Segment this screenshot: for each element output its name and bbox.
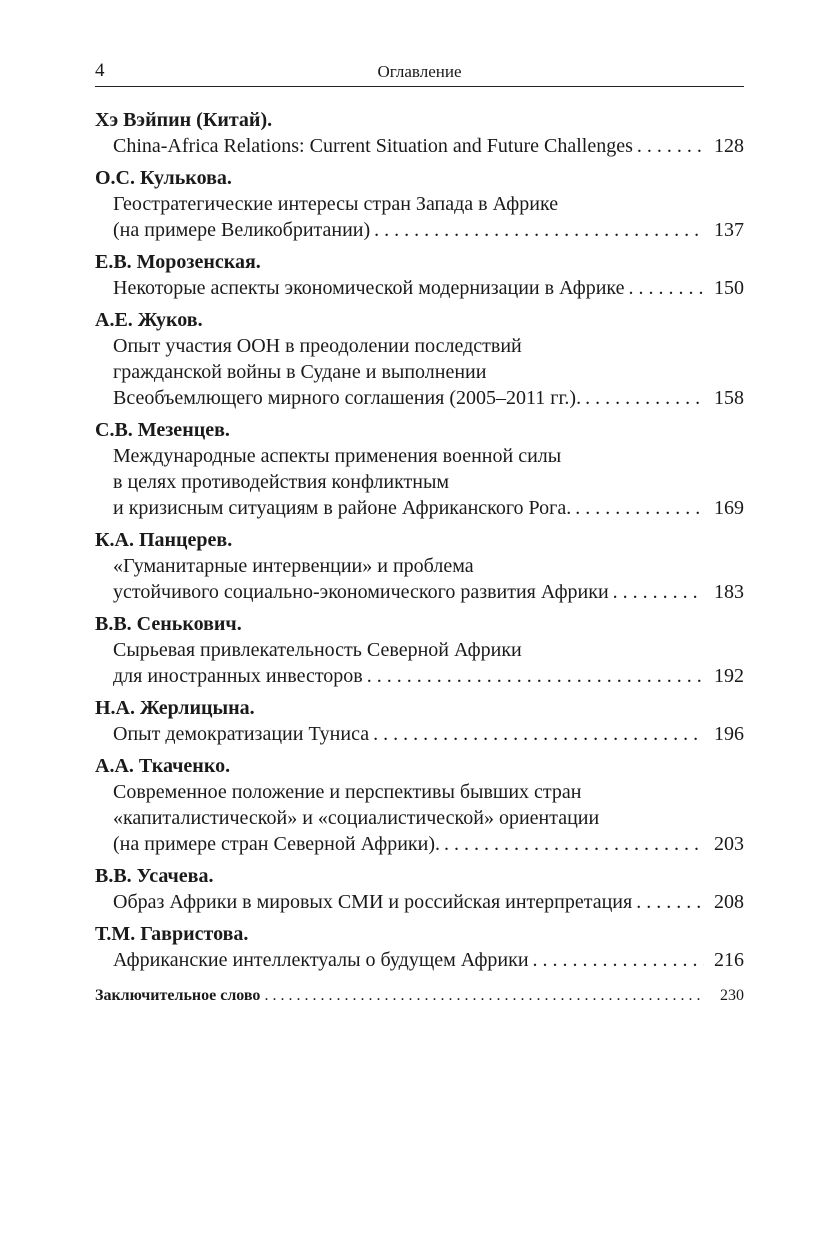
dot-leader [637, 133, 704, 159]
entry-last-line [95, 889, 744, 915]
page-number: 4 [95, 60, 105, 81]
entry-title: Некоторые аспекты экономической модернизации в Африке [113, 277, 625, 299]
entry-author: А.Е. Жуков. [95, 309, 203, 331]
entry-page-number: 230 [720, 987, 744, 1004]
entry-title: Всеобъемлющего мирного соглашения (2005–2011 гг.). [113, 387, 582, 409]
dot-leader [374, 217, 704, 243]
page [95, 58, 744, 1005]
entry-page-number: 208 [714, 891, 744, 913]
toc-entry[interactable] [95, 611, 744, 689]
entry-author: В.В. Сенькович. [95, 613, 242, 635]
entry-author: В.В. Усачева. [95, 865, 214, 887]
dot-leader [629, 275, 704, 301]
entry-title: Африканские интеллектуалы о будущем Африки [113, 949, 529, 971]
entry-title-line: Современное положение и перспективы бывших стран [113, 781, 582, 803]
entry-author: А.А. Ткаченко. [95, 755, 231, 777]
dot-leader [575, 495, 704, 521]
entry-page-number: 196 [714, 723, 744, 745]
entry-title: (на примере Великобритании) [113, 219, 371, 241]
entry-title-line: Сырьевая привлекательность Северной Африки [113, 639, 522, 661]
entry-title-line: Международные аспекты применения военной силы [113, 445, 562, 467]
dot-leader [613, 579, 704, 605]
entry-title: и кризисным ситуациям в районе Африканского Рога. [113, 497, 572, 519]
dot-leader [585, 385, 704, 411]
entry-last-line [95, 133, 744, 159]
entry-last-line [95, 831, 744, 857]
entry-title: Образ Африки в мировых СМИ и российская интерпретация [113, 891, 633, 913]
entry-page-number: 203 [714, 833, 744, 855]
toc-entry[interactable] [95, 165, 744, 243]
entry-last-line [95, 275, 744, 301]
entry-last-line [95, 217, 744, 243]
entry-page-number: 128 [714, 135, 744, 157]
entry-author: Хэ Вэйпин (Китай). [95, 109, 273, 131]
entry-title: для иностранных инвесторов [113, 665, 363, 687]
entry-author: Н.А. Жерлицына. [95, 697, 255, 719]
entry-title-line: гражданской войны в Судане и выполнении [113, 361, 487, 383]
page-header [95, 58, 744, 87]
toc-entry[interactable] [95, 107, 744, 159]
toc-entry[interactable] [95, 863, 744, 915]
entry-last-line [95, 579, 744, 605]
toc-entry[interactable] [95, 921, 744, 973]
dot-leader [444, 831, 704, 857]
entry-page-number: 158 [714, 387, 744, 409]
entry-title: устойчивого социально-экономического развития Африки [113, 581, 609, 603]
entry-author: С.В. Мезенцев. [95, 419, 230, 441]
entry-page-number: 216 [714, 949, 744, 971]
entry-author: Т.М. Гавристова. [95, 923, 249, 945]
entry-last-line [95, 663, 744, 689]
entry-last-line [95, 385, 744, 411]
entry-title: Заключительное слово [95, 987, 261, 1004]
table-of-contents [95, 107, 744, 973]
entry-author: Е.В. Морозенская. [95, 251, 261, 273]
entry-author: К.А. Панцерев. [95, 529, 233, 551]
entry-last-line [95, 495, 744, 521]
dot-leader [533, 947, 704, 973]
dot-leader [373, 721, 704, 747]
dot-leader [264, 987, 704, 1005]
entry-title-line: «капиталистической» и «социалистической» ориентации [113, 807, 600, 829]
entry-title: (на примере стран Северной Африки). [113, 833, 440, 855]
dot-leader [636, 889, 704, 915]
toc-entry[interactable] [95, 417, 744, 521]
entry-title: Опыт демократизации Туниса [113, 723, 370, 745]
toc-entry[interactable] [95, 527, 744, 605]
entry-last-line [95, 947, 744, 973]
entry-last-line [95, 721, 744, 747]
toc-entry[interactable] [95, 753, 744, 857]
entry-title-line: Геостратегические интересы стран Запада в Африке [113, 193, 559, 215]
entry-title: China-Africa Relations: Current Situation and Future Challenges [113, 135, 633, 157]
entry-page-number: 137 [714, 219, 744, 241]
toc-entry-final[interactable] [95, 987, 744, 1005]
entry-page-number: 169 [714, 497, 744, 519]
entry-author: О.С. Кулькова. [95, 167, 232, 189]
entry-page-number: 192 [714, 665, 744, 687]
dot-leader [367, 663, 704, 689]
entry-page-number: 183 [714, 581, 744, 603]
toc-entry[interactable] [95, 695, 744, 747]
entry-page-number: 150 [714, 277, 744, 299]
entry-title-line: Опыт участия ООН в преодолении последствий [113, 335, 522, 357]
toc-entry[interactable] [95, 249, 744, 301]
entry-title-line: «Гуманитарные интервенции» и проблема [113, 555, 474, 577]
toc-entry[interactable] [95, 307, 744, 411]
entry-title-line: в целях противодействия конфликтным [113, 471, 450, 493]
running-title: Оглавление [377, 62, 462, 81]
